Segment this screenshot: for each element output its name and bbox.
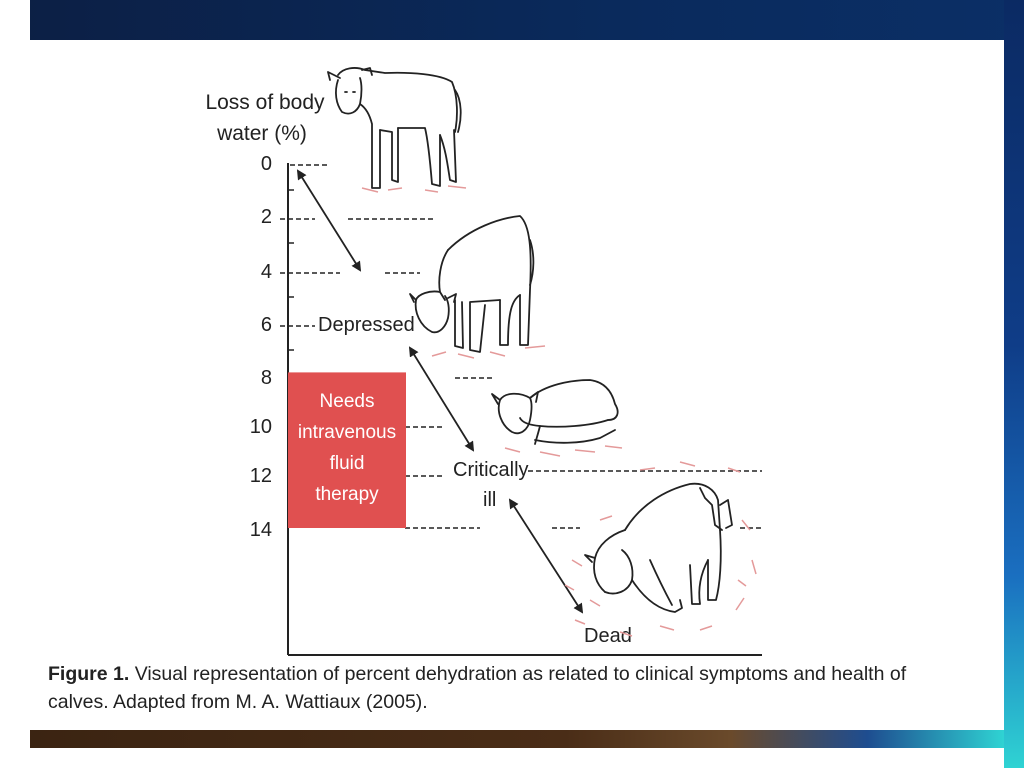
tick-label-12: 12	[249, 465, 272, 487]
axis-title-line1: Loss of body	[205, 91, 325, 114]
stage-critical-label-line2: ill	[483, 489, 497, 511]
therapy-line-3: fluid	[329, 453, 365, 474]
stage-depressed-label: Depressed	[318, 314, 415, 336]
tick-label-8: 8	[260, 367, 272, 389]
therapy-line-1: Needs	[319, 391, 375, 412]
therapy-line-4: therapy	[315, 484, 379, 505]
tick-label-6: 6	[260, 314, 272, 336]
ground-marks-3	[505, 446, 622, 456]
arrow-0-to-depressed	[298, 171, 360, 270]
tick-label-10: 10	[249, 416, 272, 438]
tick-label-0: 0	[260, 153, 272, 175]
ground-marks-2	[432, 346, 545, 358]
ground-marks-1	[362, 186, 466, 192]
stage-critical-label-line1: Critically	[453, 459, 529, 481]
arrow-critical-to-dead	[510, 500, 582, 612]
therapy-line-2: intravenous	[297, 422, 397, 443]
tick-label-14: 14	[249, 519, 272, 541]
calf-depressed-illustration	[410, 216, 533, 352]
tick-label-4: 4	[260, 261, 272, 283]
figure-caption-label: Figure 1.	[48, 663, 130, 685]
calf-standing-illustration	[328, 68, 461, 188]
figure-caption	[48, 660, 928, 716]
stage-dead-label: Dead	[584, 625, 632, 647]
arrow-depressed-to-critical	[410, 348, 473, 450]
tick-label-2: 2	[260, 206, 272, 228]
axis-title-line2: water (%)	[217, 122, 307, 145]
calf-collapsed-illustration	[585, 484, 732, 612]
figure-caption-text: Visual representation of percent dehydration as related to clinical symptoms and health of calves. Adapted from M. A. Wattiaux (2005).	[48, 663, 907, 713]
calf-lying-illustration	[492, 380, 618, 444]
ground-marks-4	[565, 462, 756, 636]
